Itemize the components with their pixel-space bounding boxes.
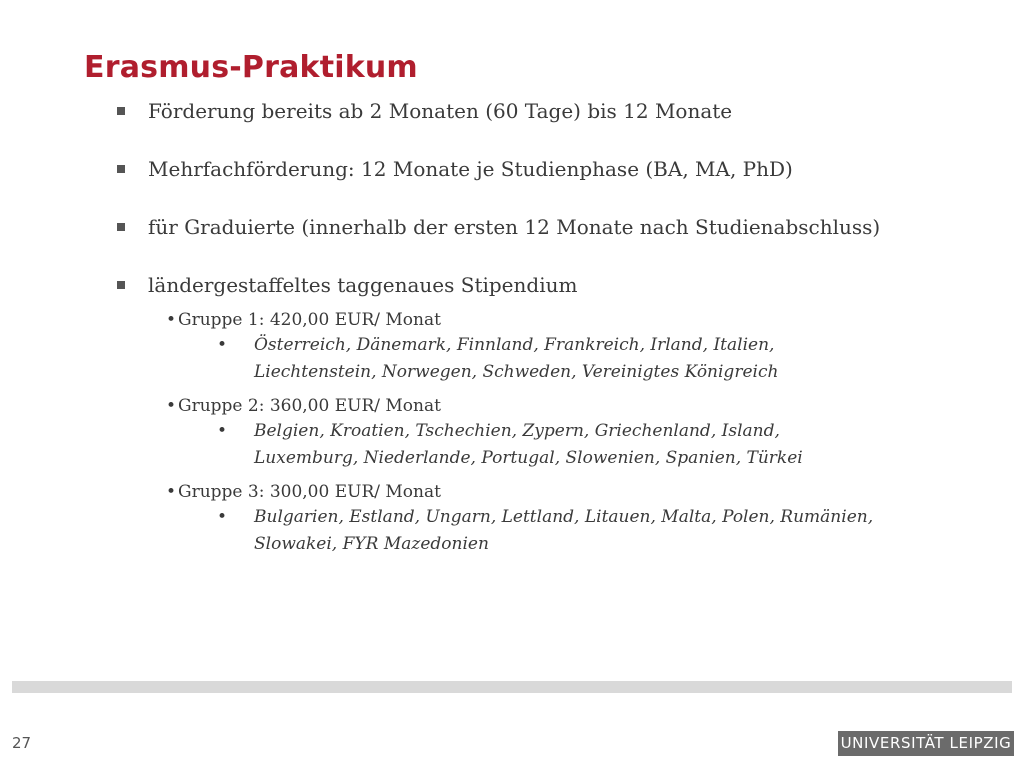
stipend-group xyxy=(114,480,994,558)
dot-bullet-icon: • xyxy=(166,396,177,416)
group-countries: Bulgarien, Estland, Ungarn, Lettland, Litauen, Malta, Polen, Rumänien, Slowakei, FYR Mazedonien xyxy=(254,507,874,554)
stipend-groups xyxy=(114,308,994,558)
bullet-item xyxy=(114,270,994,300)
dot-bullet-icon: • xyxy=(166,310,177,330)
square-bullet-icon xyxy=(117,223,125,231)
stipend-group xyxy=(114,394,994,472)
slide-title: Erasmus-Praktikum xyxy=(84,50,418,85)
group-countries: Österreich, Dänemark, Finnland, Frankreich, Irland, Italien, Liechtenstein, Norwegen, Schweden, Vereinigtes Königreich xyxy=(254,335,779,382)
group-label: Gruppe 3: 300,00 EUR/ Monat xyxy=(178,482,441,502)
group-label-row xyxy=(114,394,994,418)
bullet-text: Mehrfachförderung: 12 Monate je Studienphase (BA, MA, PhD) xyxy=(148,157,793,181)
group-countries-row xyxy=(114,332,874,386)
bullet-item xyxy=(114,212,994,242)
dot-bullet-icon: • xyxy=(166,482,177,502)
bullet-item xyxy=(114,96,994,126)
group-countries-row xyxy=(114,418,874,472)
stipend-group xyxy=(114,308,994,386)
group-label: Gruppe 1: 420,00 EUR/ Monat xyxy=(178,310,441,330)
footer-divider-bar xyxy=(12,681,1012,693)
dot-bullet-icon: • xyxy=(217,335,228,355)
university-logo: UNIVERSITÄT LEIPZIG xyxy=(838,731,1014,756)
page-number: 27 xyxy=(12,734,32,752)
bullet-item xyxy=(114,154,994,184)
bullet-text: Förderung bereits ab 2 Monaten (60 Tage) bis 12 Monate xyxy=(148,99,733,123)
group-label: Gruppe 2: 360,00 EUR/ Monat xyxy=(178,396,441,416)
square-bullet-icon xyxy=(117,281,125,289)
bullet-text: ländergestaffeltes taggenaues Stipendium xyxy=(148,273,578,297)
bullet-text: für Graduierte (innerhalb der ersten 12 Monate nach Studienabschluss) xyxy=(148,215,881,239)
group-countries: Belgien, Kroatien, Tschechien, Zypern, Griechenland, Island, Luxemburg, Niederlande, Portugal, Slowenien, Spanien, Türkei xyxy=(254,421,803,468)
bullet-list xyxy=(114,96,994,566)
group-label-row xyxy=(114,480,994,504)
group-label-row xyxy=(114,308,994,332)
square-bullet-icon xyxy=(117,165,125,173)
group-countries-row xyxy=(114,504,874,558)
square-bullet-icon xyxy=(117,107,125,115)
dot-bullet-icon: • xyxy=(217,421,228,441)
dot-bullet-icon: • xyxy=(217,507,228,527)
